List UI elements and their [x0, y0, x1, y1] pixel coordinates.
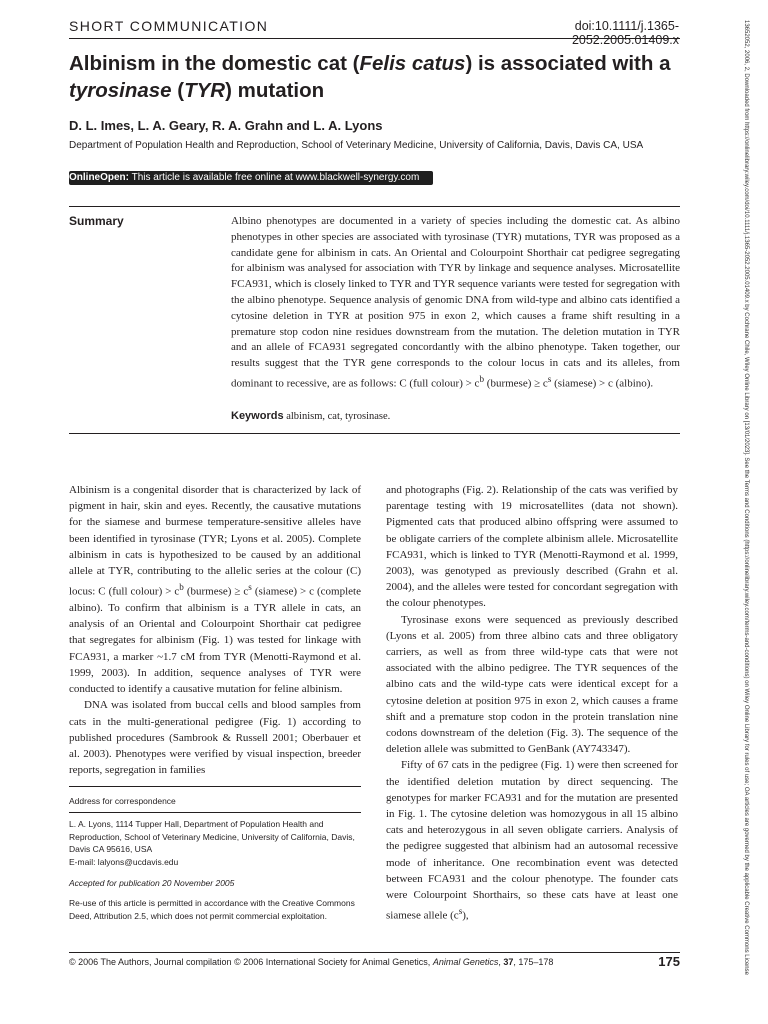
paragraph-text: ), — [462, 909, 469, 922]
online-open-banner[interactable] — [69, 171, 433, 185]
body-column-left — [69, 482, 361, 778]
address-text: L. A. Lyons, 1114 Tupper Hall, Department of Population Health and Reproduction, School of Veterinary Medicine, University of California, Davis, Davis CA 95616, USA — [69, 819, 355, 854]
title-italic: TYR — [184, 79, 226, 102]
title-part: ) mutation — [225, 79, 325, 102]
summary-body-tail: (burmese) ≥ c — [484, 377, 548, 390]
summary-text — [231, 214, 680, 392]
online-open-text: This article is available free online at www.blackwell-synergy.com — [129, 172, 420, 183]
copyright-text: , — [498, 957, 504, 967]
summary-body: Albino phenotypes are documented in a variety of species including the domestic cat. As albino phenotypes in other species are associated with tyrosinase (TYR) mutations, TYR was proposed as a candidate gene for albinism in cats. An Oriental and Colourpoint Shorthair cat pedigree segregating for albinism was analysed for association with TYR by linkage and sequence analyses. Microsatellite FCA931, which is closely linked to TYR and TYR sequence variants were tested for segregation with the albino phenotype. Sequence analysis of genomic DNA from wild-type and albino cats identified a cytosine deletion in TYR at position 975 in exon 2, which causes a frame shift resulting in a premature stop codon nine residues downstream from the mutation. The deletion mutation in TYR and an allele of FCA931 segregated concordantly with the albino phenotype. Taken together, our results suggest that the TYR gene corresponds to the colour locus in cats and its alleles, from dominant to recessive, are as follows: C (full colour) > c — [231, 215, 680, 390]
title-italic: tyrosinase — [69, 79, 172, 102]
accepted-date: Accepted for publication 20 November 2005 — [69, 878, 235, 888]
paragraph-text: (siamese) > c (complete albino). To confirm that albinism is a TYR allele in cats, an analysis of an Oriental and Colourpoint Shorthair cat pedigree that segregates for albinism (Fig. 1) was tested for linkage with FCA931, a marker ~1.7 cM from TYR (Menotti-Raymond et al. 1999, 2003). In addition, sequence analyses of TYR were conducted to identify a causative mutation for feline albinism. — [69, 585, 361, 696]
keywords-list: albinism, cat, tyrosinase. — [283, 411, 391, 422]
journal-name: Animal Genetics — [432, 957, 499, 967]
download-watermark: 13652052, 2006, 2, Downloaded from https://onlinelibrary.wiley.com/doi/10.1111/j.1365-2052.2005.01409.x by Cochrane Chile, Wiley Online Library on [13/01/2023]. See the Terms and Conditions (https://onlinelibrary.wiley.com/terms-and-conditions) on Wiley Online Library for rules of use; OA articles are governed by the applicable Creative Commons License — [743, 20, 749, 975]
correspondence-rule — [69, 812, 361, 813]
paragraph-text: Fifty of 67 cats in the pedigree (Fig. 1) were then screened for the identified deletion mutation by direct sequencing. The genotypes for marker FCA931 and for the mutation are presented in Fig. 1. The cytosine deletion was homozygous in all 15 albino cats and heterozygous in all seven obligate carriers. Analysis of the pedigree suggested that albinism had an autosomal recessive mode of inheritance. One recombination event was detected between FCA931 and the colour phenotype. The founder cats were Colourpoint Shorthairs, so these cats have at least one siamese allele (c — [386, 759, 678, 922]
title-part: ) is associated with a — [465, 52, 671, 75]
header-rule — [69, 38, 680, 39]
copyright-text: , 175–178 — [513, 957, 554, 967]
superscript: s — [248, 582, 252, 593]
article-title — [69, 50, 689, 104]
title-part: ( — [171, 79, 185, 102]
online-open-label: OnlineOpen: — [69, 172, 129, 183]
superscript: b — [479, 373, 485, 384]
paragraph-text: (burmese) ≥ c — [183, 585, 249, 598]
superscript: s — [547, 373, 552, 384]
license-note: Re-use of this article is permitted in accordance with the Creative Commons Deed, Attribution 2.5, which does not permit commercial exploitation. — [69, 898, 355, 921]
footer-copyright — [69, 957, 553, 967]
email-link[interactable]: E-mail: lalyons@ucdavis.edu — [69, 856, 179, 867]
authors: D. L. Imes, L. A. Geary, R. A. Grahn and L. A. Lyons — [69, 118, 383, 133]
summary-body-tail: (siamese) > c (albino). — [551, 377, 654, 390]
paragraph-text: Albinism is a congenital disorder that is characterized by lack of pigment in hair, skin and eyes. Recently, the causative mutations for the siamese and burmese temperature-sensitive alleles have been identified in tyrosinase (TYR; Lyons et al. 2005). Complete albinism in cats is hypothesized to be caused by an additional allele at TYR, contributing to the allelic series at the colour (C) locus: C (full colour) > c — [69, 484, 361, 598]
keywords — [231, 410, 390, 422]
body-column-right — [386, 482, 678, 924]
paragraph: and photographs (Fig. 2). Relationship of the cats was verified by parentage testing with 19 microsatellites (data not shown). Pigmented cats that produced albino offspring were assumed to be obligate carriers of the complete albinism allele. Microsatellite FCA931, which is linked to TYR (Menotti-Raymond et al. 1999, 2003), was genotyped as previously described (Grahn et al. 2004), and the alleles were tested for concordant segregation with the colour phenotypes. — [386, 484, 678, 610]
summary-heading: Summary — [69, 214, 124, 228]
volume: 37 — [503, 957, 514, 967]
superscript: s — [458, 906, 463, 917]
title-part: Albinism in the domestic cat ( — [69, 52, 360, 75]
page-number: 175 — [658, 954, 680, 969]
correspondence-rule — [69, 786, 361, 787]
paragraph — [69, 482, 361, 697]
paragraph: Tyrosinase exons were sequenced as previously described (Lyons et al. 2005) from three albino cats and three obligatory carriers, as well as from three wild-type cats that were not associated with the albino pedigree. The TYR sequences of the albino cats and the wild-type cats were identical except for a cytosine deletion at position 975 in exon 2, which causes a frame shift and a premature stop codon in the protein translation nine codons downstream of the deletion (Fig. 3). The sequence of the deletion allele was submitted to GenBank (AY743347). — [386, 613, 678, 756]
copyright-text: © 2006 The Authors, Journal compilation © 2006 International Society for Animal Genetics, — [69, 957, 433, 967]
summary-bottom-rule — [69, 433, 680, 434]
section-label: SHORT COMMUNICATION — [69, 18, 269, 34]
title-italic: Felis catus — [359, 52, 466, 75]
correspondence-label: Address for correspondence — [69, 796, 176, 806]
superscript: b — [179, 582, 184, 593]
paragraph: DNA was isolated from buccal cells and blood samples from cats in the multi-generational pedigree (Fig. 1) according to published procedures (Sambrook & Russell 2001; Oberbauer et al. 2003). Phenotypes were verified by visual inspection, breeder reports, segregation in families — [69, 699, 361, 777]
correspondence-address — [69, 818, 364, 868]
affiliation: Department of Population Health and Reproduction, School of Veterinary Medicine, University of California, Davis, Davis CA, USA — [69, 140, 644, 151]
keywords-label: Keywords — [231, 410, 284, 422]
paragraph — [386, 757, 678, 924]
summary-top-rule — [69, 206, 680, 207]
footer-rule — [69, 952, 680, 953]
doi-link[interactable]: doi:10.1111/j.1365-2052.2005.01409.x — [571, 19, 679, 47]
